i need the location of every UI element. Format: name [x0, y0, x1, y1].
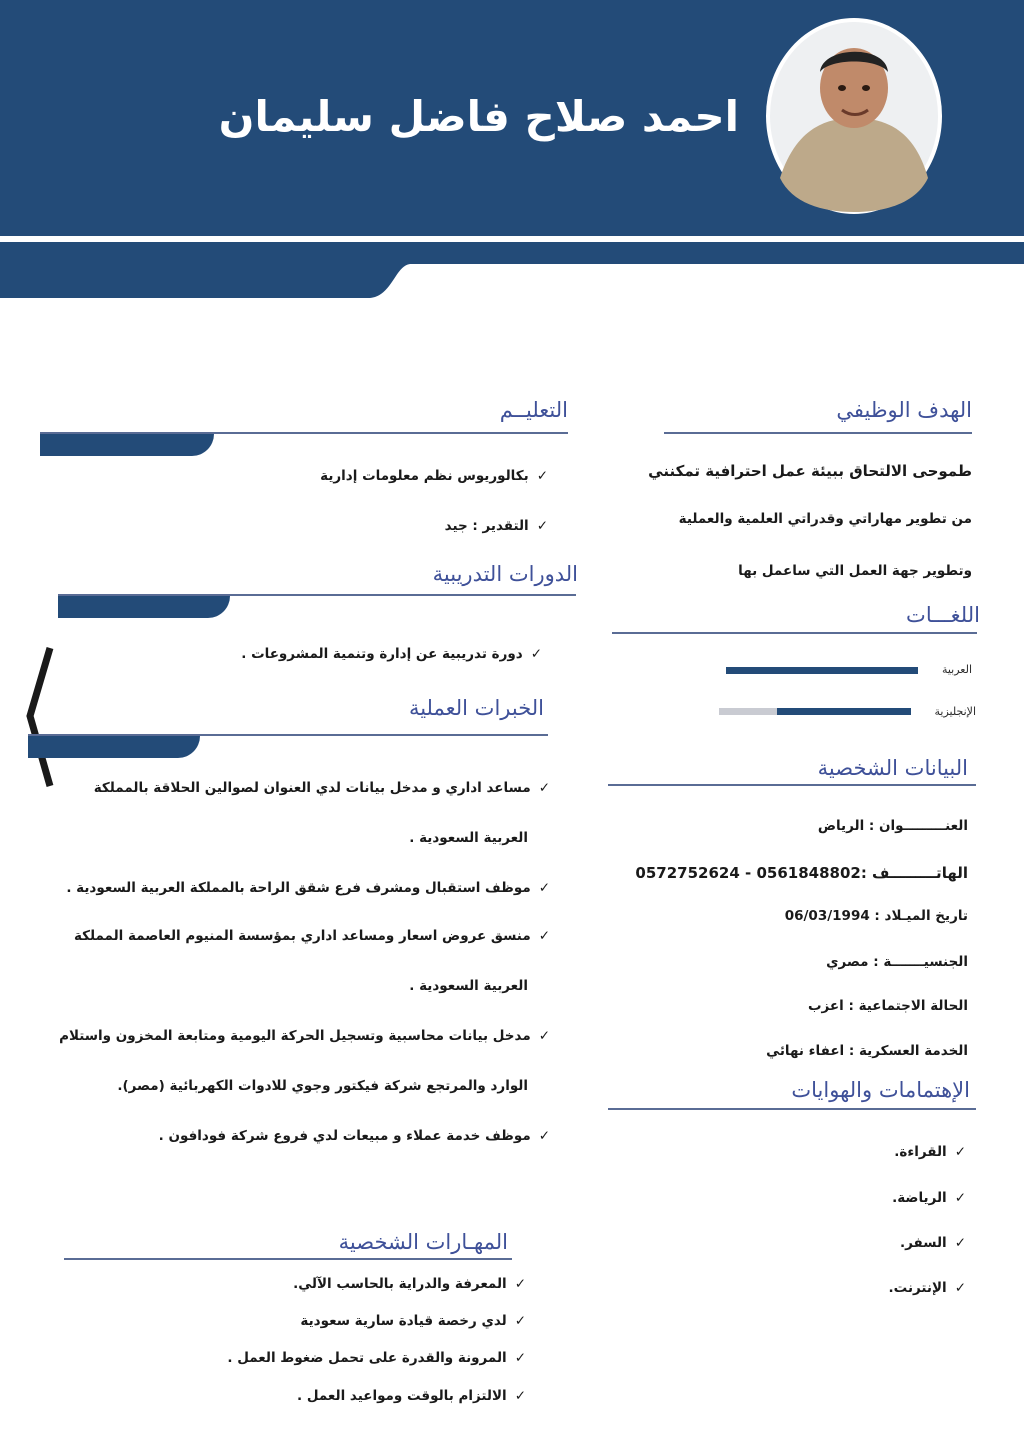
personal-rule — [608, 784, 976, 786]
objective-title: الهدف الوظيفي — [836, 398, 972, 422]
course-item: ✓دورة تدريبية عن إدارة وتنمية المشروعات . — [241, 646, 542, 662]
experience-item: ✓موظف خدمة عملاء و مبيعات لدي فروع شركة فودافون . — [158, 1128, 550, 1144]
language-label-arabic: العربية — [941, 663, 972, 676]
experience-item: ✓مدخل بيانات محاسبية وتسجيل الحركة اليومية ومتابعة المخزون واستلام — [59, 1028, 550, 1044]
personal-marital-status: الحالة الاجتماعية : اعزب — [807, 998, 968, 1014]
objective-line-2: من تطوير مهاراتي وقدراتي العلمية والعملية — [678, 511, 972, 527]
experience-item-cont: الوارد والمرتجع شركة فيكتور وجوي للادوات الكهربائية (مصر). — [117, 1078, 528, 1094]
education-item: ✓بكالوريوس نظم معلومات إدارية — [320, 468, 548, 484]
skill-item: ✓المعرفة والدراية بالحاسب الآلي. — [293, 1276, 526, 1292]
education-title: التعليــم — [499, 398, 568, 422]
personal-title: البيانات الشخصية — [817, 756, 968, 780]
languages-rule — [612, 632, 977, 634]
candidate-name: احمد صلاح فاضل سليمان — [218, 92, 739, 141]
personal-birthdate: تاريخ الميـلاد : 06/03/1994 — [784, 908, 968, 924]
language-level-arabic — [726, 667, 918, 674]
experience-item-cont: العربية السعودية . — [409, 978, 528, 994]
hobby-item: ✓القراءة. — [894, 1144, 966, 1160]
personal-phone: الهاتـــــــــف :0561848802 - 0572752624 — [635, 864, 968, 882]
person-photo-icon — [766, 18, 942, 214]
skills-title: المهـارات الشخصية — [338, 1230, 508, 1254]
objective-rule — [664, 432, 972, 434]
hobby-item: ✓الإنترنت. — [888, 1280, 966, 1296]
language-label-english: الإنجليزية — [934, 705, 976, 718]
experience-bar — [28, 736, 200, 758]
hobby-item: ✓الرياضة. — [892, 1190, 966, 1206]
skill-item: ✓المرونة والقدرة على تحمل ضغوط العمل . — [227, 1350, 526, 1366]
personal-military-service: الخدمة العسكرية : اعفاء نهائي — [766, 1043, 968, 1059]
courses-title: الدورات التدريبية — [432, 562, 578, 586]
hobby-item: ✓السفر. — [900, 1235, 966, 1251]
education-bar — [40, 434, 214, 456]
experience-item: ✓مساعد اداري و مدخل بيانات لدي العنوان لصوالين الحلاقة بالمملكة — [93, 780, 550, 796]
experience-item: ✓منسق عروض اسعار ومساعد اداري بمؤسسة المنيوم العاصمة المملكة — [73, 928, 550, 944]
courses-bar — [58, 596, 230, 618]
experience-item-cont: العربية السعودية . — [409, 830, 528, 846]
chevron-left-icon — [26, 646, 56, 788]
experience-title: الخبرات العملية — [408, 696, 544, 720]
hobbies-rule — [608, 1108, 976, 1110]
language-track-arabic — [726, 667, 918, 674]
hobbies-title: الإهتمامات والهوايات — [791, 1078, 970, 1102]
personal-nationality: الجنسيـــــــة : مصري — [826, 954, 968, 970]
skills-rule — [64, 1258, 512, 1260]
language-track-english — [719, 708, 911, 715]
skill-item: ✓الالتزام بالوقت ومواعيد العمل . — [296, 1388, 526, 1404]
education-item: ✓التقدير : جيد — [444, 518, 548, 534]
skill-item: ✓لدي رخصة قيادة سارية سعودية — [300, 1313, 526, 1329]
objective-line-3: وتطوير جهة العمل التي ساعمل بها — [738, 563, 972, 579]
languages-title: اللغـــات — [906, 603, 980, 627]
objective-line-1: طموحى الالتحاق ببيئة عمل احترافية تمكنني — [648, 462, 972, 480]
personal-address: العنـــــــــوان : الرياض — [817, 818, 968, 834]
experience-item: ✓موظف استقبال ومشرف فرع شقق الراحة بالمملكة العربية السعودية . — [66, 880, 550, 896]
language-level-english — [777, 708, 911, 715]
